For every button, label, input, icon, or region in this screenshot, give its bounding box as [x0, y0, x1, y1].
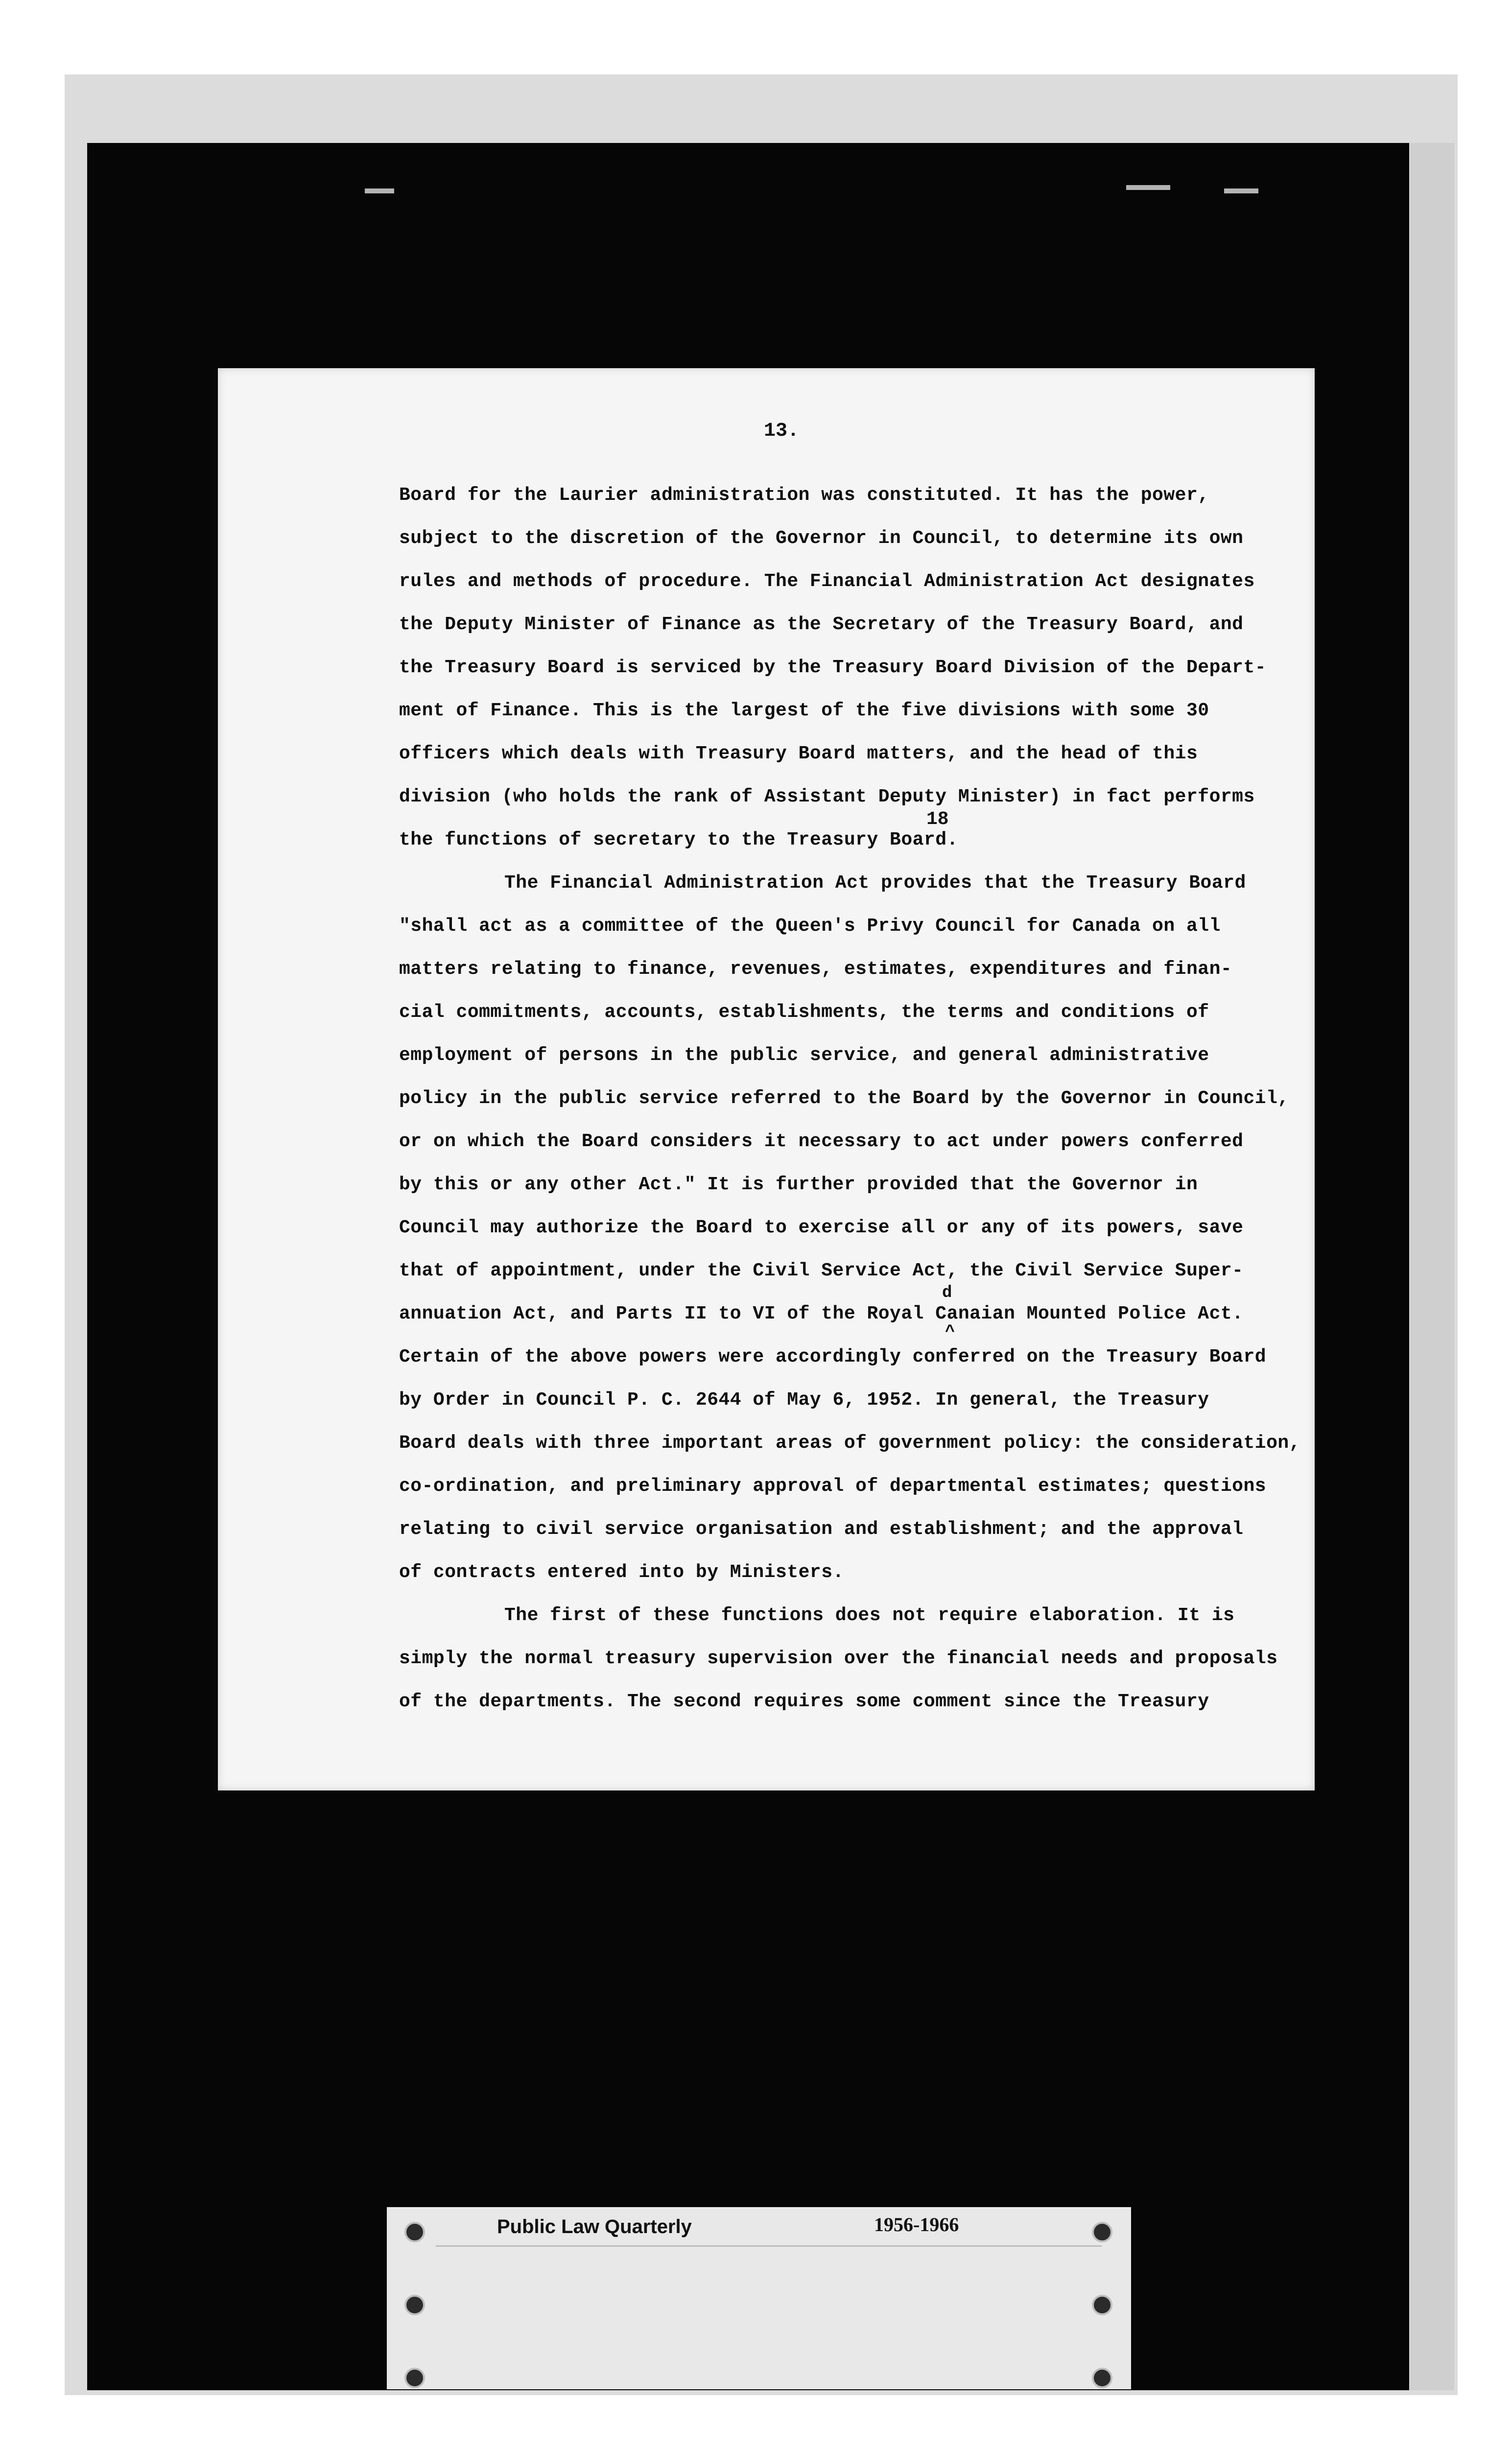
paragraph-2-line: policy in the public service referred to the Board by the Governor in Council,: [399, 1088, 1289, 1109]
binding-hole: [1092, 2368, 1112, 2388]
paragraph-2-line: The Financial Administration Act provides that the Treasury Board: [504, 872, 1246, 894]
film-scratch: [1224, 188, 1258, 193]
paragraph-3-line: The first of these functions does not require elaboration. It is: [504, 1605, 1235, 1626]
footnote-reference: 18: [926, 809, 949, 830]
paragraph-2-line: cial commitments, accounts, establishments, the terms and conditions of: [399, 1002, 1209, 1023]
paragraph-2-line: employment of persons in the public service, and general administrative: [399, 1045, 1209, 1066]
paragraph-1-line: division (who holds the rank of Assistant Deputy Minister) in fact performs: [399, 786, 1255, 807]
paragraph-2-line: annuation Act, and Parts II to VI of the Royal Canaian Mounted Police Act.: [399, 1303, 1244, 1324]
paragraph-3-line: simply the normal treasury supervision over the financial needs and proposals: [399, 1648, 1278, 1669]
paragraph-1-line: rules and methods of procedure. The Financial Administration Act designates: [399, 571, 1255, 592]
label-title: Public Law Quarterly: [497, 2216, 692, 2237]
film-scratch: [1126, 185, 1170, 190]
film-edge-strip: [1410, 143, 1454, 2390]
paragraph-2-line: or on which the Board considers it necessary to act under powers conferred: [399, 1131, 1244, 1152]
paragraph-1-line: ment of Finance. This is the largest of the five divisions with some 30: [399, 700, 1209, 721]
paragraph-1-line: the Treasury Board is serviced by the Treasury Board Division of the Depart-: [399, 657, 1267, 678]
label-divider: [436, 2245, 1102, 2247]
paragraph-2-line: that of appointment, under the Civil Service Act, the Civil Service Super-: [399, 1260, 1244, 1281]
paragraph-2-line: of contracts entered into by Ministers.: [399, 1562, 844, 1583]
label-years: 1956-1966: [874, 2213, 959, 2236]
binding-hole: [1092, 2295, 1112, 2315]
paragraph-2-line: co-ordination, and preliminary approval of departmental estimates; questions: [399, 1476, 1267, 1497]
binding-hole: [404, 2295, 425, 2315]
paragraph-1-line: the Deputy Minister of Finance as the Secretary of the Treasury Board, and: [399, 614, 1244, 635]
paragraph-1-line: officers which deals with Treasury Board matters, and the head of this: [399, 743, 1198, 764]
paragraph-3-line: of the departments. The second requires some comment since the Treasury: [399, 1691, 1209, 1712]
binding-hole: [404, 2222, 425, 2242]
paragraph-1-line: subject to the discretion of the Governor in Council, to determine its own: [399, 528, 1244, 549]
binding-hole: [1092, 2222, 1112, 2242]
paragraph-1-line: Board for the Laurier administration was constituted. It has the power,: [399, 485, 1209, 506]
handwritten-insertion: d: [942, 1284, 952, 1302]
paragraph-2-line: matters relating to finance, revenues, estimates, expenditures and finan-: [399, 959, 1232, 980]
insertion-caret: ^: [945, 1323, 955, 1342]
archive-label-card: [387, 2207, 1131, 2389]
paragraph-2-line: Certain of the above powers were accordingly conferred on the Treasury Board: [399, 1346, 1267, 1367]
label-binding-holes: [404, 2222, 429, 2388]
paragraph-2-line: Council may authorize the Board to exercise all or any of its powers, save: [399, 1217, 1244, 1238]
paragraph-2-line: "shall act as a committee of the Queen's Privy Council for Canada on all: [399, 916, 1221, 937]
paragraph-2-line: by this or any other Act." It is further provided that the Governor in: [399, 1174, 1198, 1195]
page-number: 13.: [764, 420, 800, 442]
paragraph-2-line: by Order in Council P. C. 2644 of May 6, 1952. In general, the Treasury: [399, 1389, 1209, 1411]
label-binding-holes: [1092, 2222, 1116, 2388]
binding-hole: [404, 2368, 425, 2388]
paragraph-2-line: Board deals with three important areas of government policy: the consideration,: [399, 1433, 1300, 1454]
paragraph-2-line: relating to civil service organisation and establishment; and the approval: [399, 1519, 1244, 1540]
film-scratch: [365, 188, 394, 193]
paragraph-1-line: the functions of secretary to the Treasury Board.: [399, 829, 958, 850]
